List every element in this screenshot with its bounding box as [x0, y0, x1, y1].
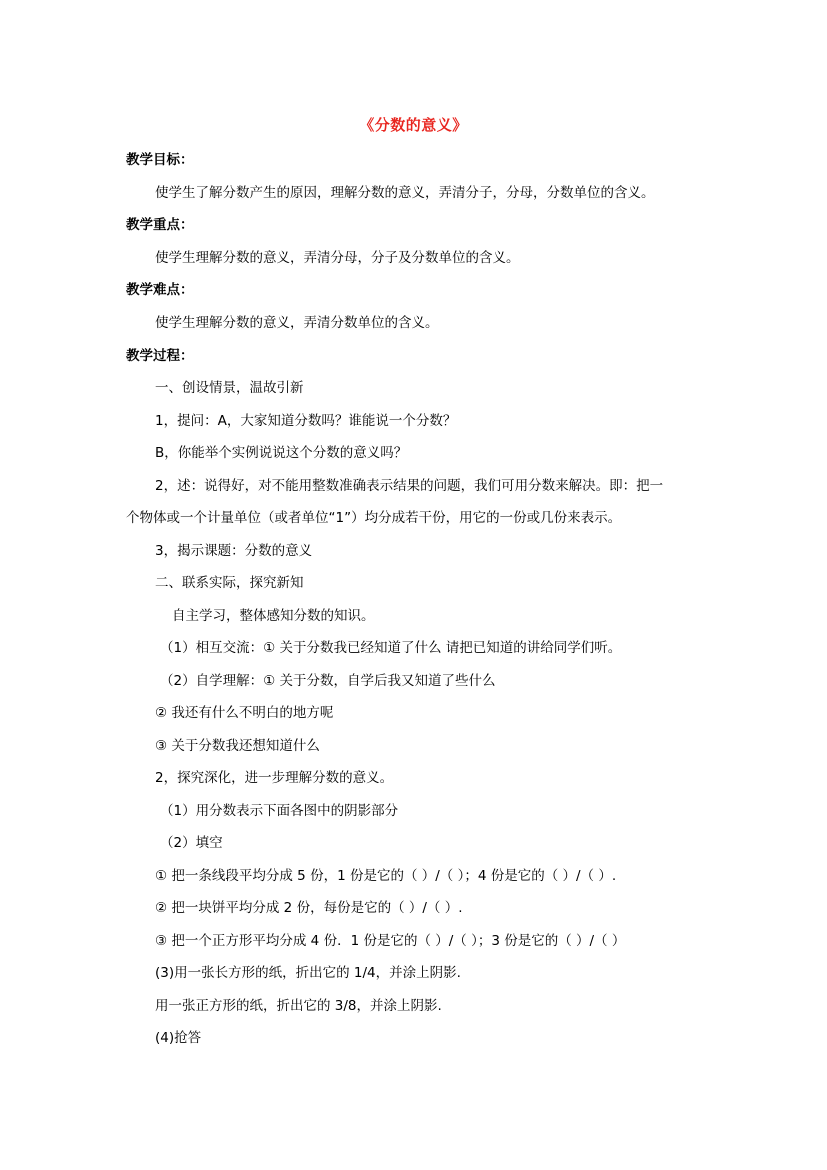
list-item: ② 我还有什么不明白的地方呢: [155, 705, 334, 721]
list-item: (4)抢答: [155, 1030, 202, 1046]
list-item: （1）用分数表示下面各图中的阴影部分: [160, 803, 399, 819]
list-item: （2）自学理解：① 关于分数，自学后我又知道了些什么: [160, 673, 496, 689]
list-item: 3，揭示课题：分数的意义: [155, 543, 313, 559]
heading-key-points: 教学重点：: [126, 217, 194, 233]
list-item: （1）相互交流：① 关于分数我已经知道了什么 请把已知道的讲给同学们听。: [160, 640, 622, 656]
section-one-heading: 一、创设情景，温故引新: [155, 380, 304, 396]
list-item: （2）填空: [160, 835, 223, 851]
list-item: ③ 把一个正方形平均分成 4 份．1 份是它的（ ）/（ ）；3 份是它的（ ）/（ ）: [155, 933, 626, 949]
list-item: 2，探究深化，进一步理解分数的意义。: [155, 770, 394, 786]
paragraph-difficulties: 使学生理解分数的意义，弄清分数单位的含义。: [155, 315, 439, 331]
list-item: ③ 关于分数我还想知道什么: [155, 738, 320, 754]
list-item: ① 把一条线段平均分成 5 份，1 份是它的（ ）/（ ）；4 份是它的（ ）/（ ）.: [155, 868, 617, 884]
list-item: 自主学习，整体感知分数的知识。: [172, 608, 375, 624]
list-item: 1，提问：A，大家知道分数吗？谁能说一个分数？: [155, 413, 457, 429]
list-item: B，你能举个实例说说这个分数的意义吗？: [155, 445, 408, 461]
list-item-continuation: 个物体或一个计量单位（或者单位“1”）均分成若干份，用它的一份或几份来表示。: [126, 510, 622, 526]
heading-difficulties: 教学难点：: [126, 282, 194, 298]
heading-process: 教学过程：: [126, 348, 194, 364]
list-item: 2，述：说得好，对不能用整数准确表示结果的问题，我们可用分数来解决。即：把一: [155, 478, 664, 494]
list-item: 用一张正方形的纸，折出它的 3/8，并涂上阴影.: [155, 998, 442, 1014]
list-item: ② 把一块饼平均分成 2 份，每份是它的（ ）/（ ）.: [155, 900, 463, 916]
document-title: 《分数的意义》: [359, 116, 468, 134]
list-item: (3)用一张长方形的纸，折出它的 1/4，并涂上阴影.: [155, 965, 461, 981]
section-two-heading: 二、联系实际，探究新知: [155, 575, 304, 591]
heading-teaching-goals: 教学目标：: [126, 152, 194, 168]
paragraph-goals: 使学生了解分数产生的原因，理解分数的意义，弄清分子，分母，分数单位的含义。: [155, 185, 655, 201]
paragraph-key-points: 使学生理解分数的意义，弄清分母，分子及分数单位的含义。: [155, 250, 520, 266]
